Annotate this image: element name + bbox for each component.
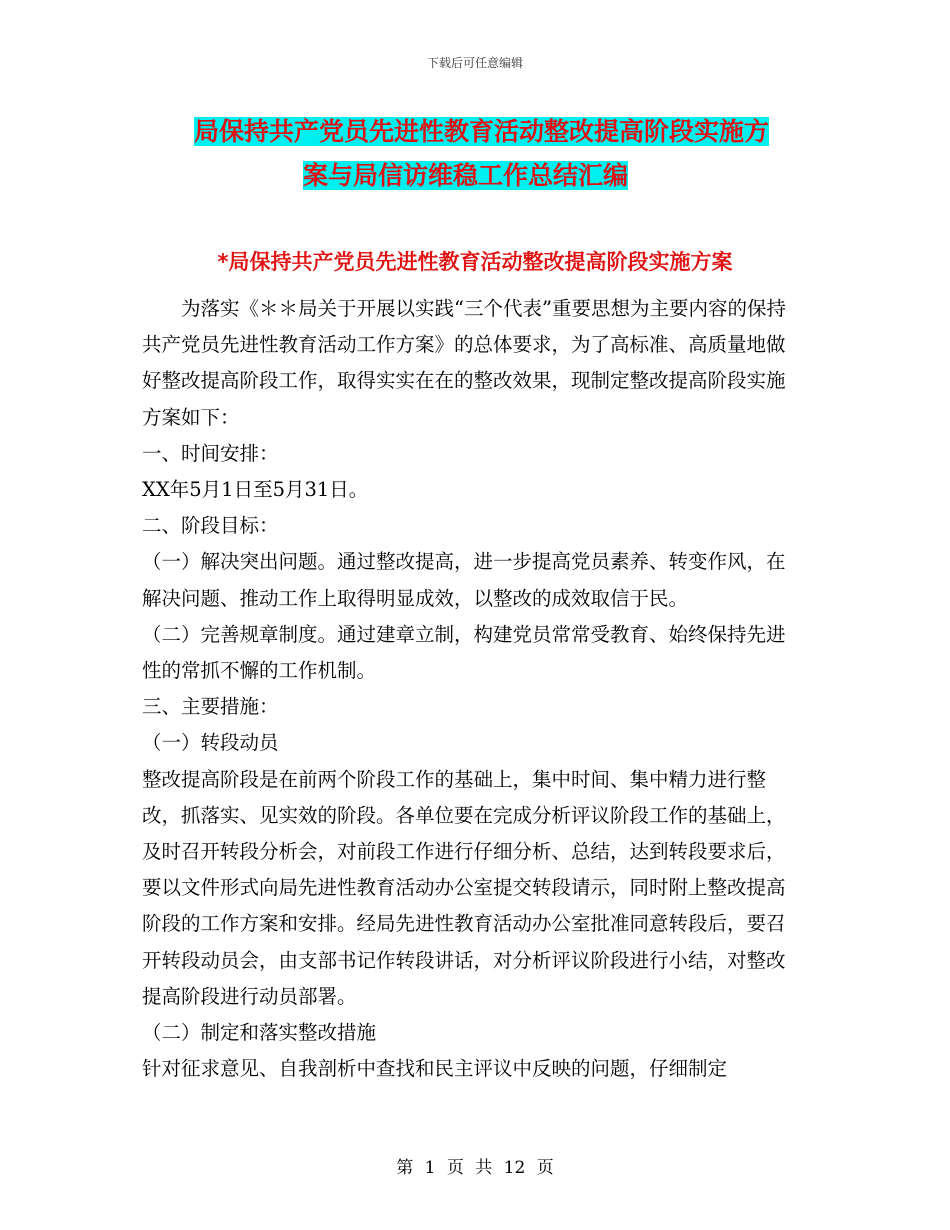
goal-paragraph-1: （一）解决突出问题。通过整改提高，进一步提高党员素养、转变作风，在解决问题、推动工作上取得明显成效，以整改的成效取信于民。 (142, 550, 786, 610)
section-heading-schedule: 一、时间安排： (142, 441, 279, 465)
title-line-2: 案与局信访维稳工作总结汇编 (303, 161, 629, 190)
measure-paragraph-2: 针对征求意见、自我剖析中查找和民主评议中反映的问题，仔细制定 (142, 1057, 728, 1081)
measure-heading-2: （二）制定和落实整改措施 (142, 1021, 377, 1045)
section-heading-goals: 二、阶段目标： (142, 514, 279, 538)
title-line-1: 局保持共产党员先进性教育活动整改提高阶段实施方 (194, 117, 770, 146)
measure-paragraph-1: 整改提高阶段是在前两个阶段工作的基础上，集中时间、集中精力进行整改，抓落实、见实效的阶段。各单位要在完成分析评议阶段工作的基础上，及时召开转段分析会，对前段工作进行仔细分析、总结，达到转段要求后，要以文件形式向局先进性教育活动办公室提交转段请示，同时附上整改提高阶段的工作方案和安排。经局先进性教育活动办公室批准同意转段后，要召开转段动员会，由支部书记作转段讲话，对分析评议阶段进行小结，对整改提高阶段进行动员部署。 (142, 767, 786, 1008)
document-title (180, 110, 820, 198)
schedule-dates: XX年5月1日至5月31日。 (142, 478, 369, 502)
page-number: 第 1 页 共 12 页 (396, 1158, 554, 1178)
measure-heading-1: （一）转段动员 (142, 731, 279, 755)
header-note: 下载后可任意编辑 (426, 56, 523, 70)
document-body (142, 291, 802, 1087)
goal-paragraph-2: （二）完善规章制度。通过建章立制，构建党员常常受教育、始终保持先进性的常抓不懈的工作机制。 (142, 622, 786, 683)
section-heading-measures: 三、主要措施： (142, 695, 279, 719)
section-title: *局保持共产党员先进性教育活动整改提高阶段实施方案 (217, 250, 733, 274)
intro-paragraph: 为落实《＊＊局关于开展以实践“三个代表”重要思想为主要内容的保持共产党员先进性教育活动工作方案》的总体要求，为了高标准、高质量地做好整改提高阶段工作，取得实实在在的整改效果，现制定整改提高阶段实施方案如下： (142, 297, 786, 429)
